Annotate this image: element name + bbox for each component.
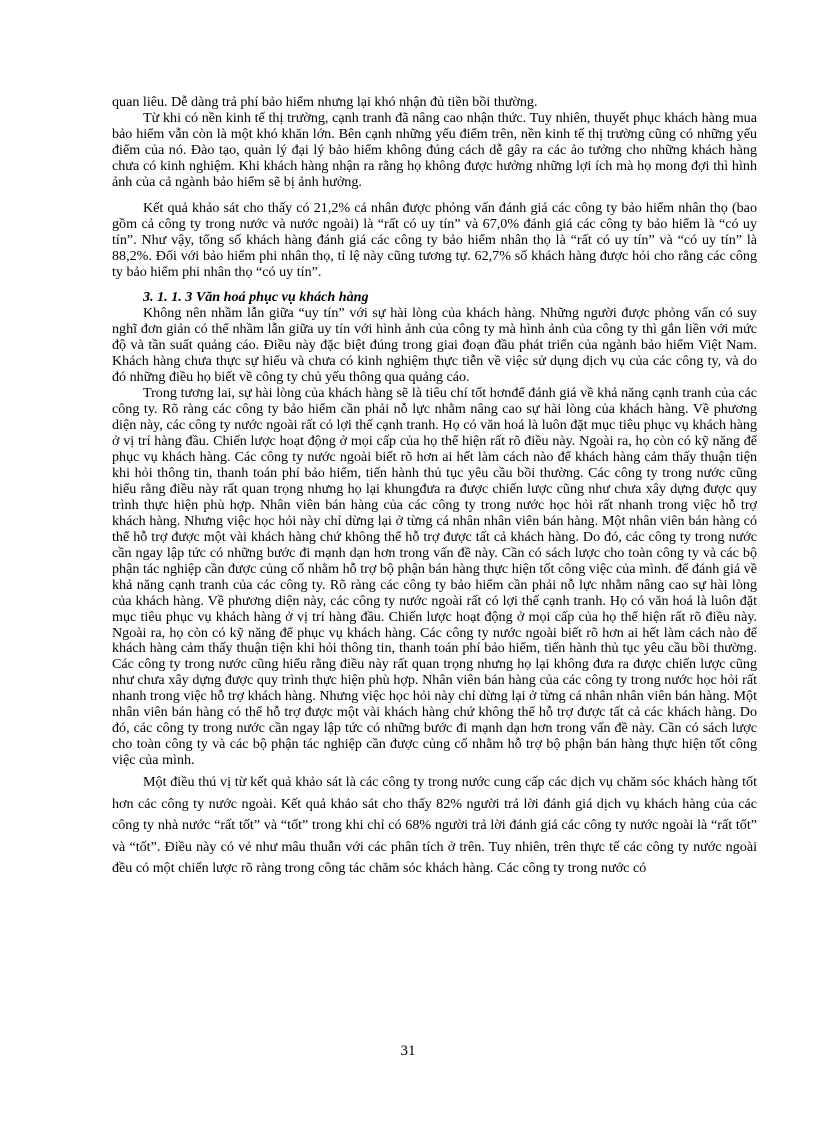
body-text	[112, 95, 757, 880]
paragraph-reputation-vs-satisfaction: Không nên nhầm lẫn giữa “uy tín” với sự hài lòng của khách hàng. Những người được phỏng vấn có suy nghĩ đơn giản có thể nhầm lẫn giữa uy tín với hình ảnh của công ty mà hình ảnh của công ty thì gắn liền với mức độ và tần suất quảng cáo. Điều này đặc biệt đúng trong giai đoạn đầu phát triển của ngành bảo hiểm Việt Nam. Khách hàng chưa thực sự hiểu và chưa có kinh nghiệm thực tiễn về việc sử dụng dịch vụ của các công ty, và do đó những điều họ biết về công ty chủ yếu thông qua quảng cáo.	[112, 305, 757, 386]
section-heading: 3. 1. 1. 3 Văn hoá phục vụ khách hàng	[143, 289, 369, 306]
paragraph-market-economy: Từ khi có nền kinh tế thị trường, cạnh tranh đã nâng cao nhận thức. Tuy nhiên, thuyết phục khách hàng mua bảo hiểm vẫn còn là một khó khăn lớn. Bên cạnh những yếu điểm trên, nền kinh tế thị trường cũng có những yếu điểm của nó. Đào tạo, quản lý đại lý bảo hiểm không đúng cách dễ gây ra các ảo tưởng cho những khách hàng chưa có kinh nghiệm. Khi khách hàng nhận ra rằng họ không được hưởng những lợi ích mà họ mong đợi thì hình ảnh của cả ngành bảo hiểm sẽ bị ảnh hưởng.	[112, 109, 757, 190]
paragraph-survey-reputation: Kết quả khảo sát cho thấy có 21,2% cá nhân được phỏng vấn đánh giá các công ty bảo hiểm nhân thọ (bao gồm cả công ty trong nước và nước ngoài) là “rất có uy tín” và 67,0% đánh giá các công ty bảo hiểm là “có uy tín”. Như vậy, tổng số khách hàng đánh giá các công ty bảo hiểm nhân thọ là “rất có uy tín” và “có uy tín” là 88,2%. Đối với bảo hiểm phi nhân thọ, tỉ lệ này cũng tương tự. 62,7% số khách hàng được hỏi cho rằng các công ty bảo hiểm phi nhân thọ “có uy tín”.	[112, 199, 757, 280]
paragraph-customer-care: Một điều thú vị từ kết quả khảo sát là các công ty trong nước cung cấp các dịch vụ chăm sóc khách hàng tốt hơn các công ty nước ngoài. Kết quả khảo sát cho thấy 82% người trả lời đánh giá dịch vụ khách hàng của các công ty nhà nước “rất tốt” và “tốt” trong khi chỉ có 68% người trả lời đánh giá các công ty nước ngoài là “rất tốt” và “tốt”. Điều này có vẻ như mâu thuẫn với các phân tích ở trên. Tuy nhiên, trên thực tế các công ty nước ngoài đều có một chiến lược rõ ràng trong công tác chăm sóc khách hàng. Các công ty trong nước có	[112, 774, 757, 877]
paragraph-future-competition: Trong tương lai, sự hài lòng của khách hàng sẽ là tiêu chí tốt hơnđể đánh giá về khả năng cạnh tranh của các công ty. Rõ ràng các công ty bảo hiểm cần phải nỗ lực nhằm nâng cao sự hài lòng của khách hàng. Về phương diện này, các công ty nước ngoài rất có lợi thế cạnh tranh. Họ có văn hoá là luôn đặt mục tiêu phục vụ khách hàng ở vị trí hàng đầu. Chiến lược hoạt động ở mọi cấp của họ thể hiện rất rõ điều này. Ngoài ra, họ còn có kỹ năng để phục vụ khách hàng. Các công ty nước ngoài biết rõ hơn ai hết làm cách nào để khách hàng cảm thấy thuận tiện khi hỏi thông tin, thanh toán phí bảo hiểm, tiến hành thủ tục yêu cầu bồi thường. Các công ty trong nước cũng hiểu rằng điều này rất quan trọng nhưng họ lại khungđưa ra được chiến lược cũng như chưa xây dựng được quy trình thực hiện phù hợp. Nhân viên bán hàng của các công ty trong nước học hỏi rất nhanh trong việc hỗ trợ khách hàng. Nhưng việc học hỏi này chỉ dừng lại ở từng cá nhân nhân viên bán hàng. Một nhân viên bán hàng có thể hỗ trợ được một vài khách hàng chứ không thể hỗ trợ được tất cả khách hàng. Do đó, các công ty trong nước cần ngay lập tức có những bước đi mạnh dạn hơn trong vấn đề này. Cần có sách lược cho toàn công ty và các bộ phận tác nghiệp cần được củng cố nhằm hỗ trợ bộ phận bán hàng thực hiện tốt công việc của mình. để đánh giá về khả năng cạnh tranh của các công ty. Rõ ràng các công ty bảo hiểm cần phải nỗ lực nhằm nâng cao sự hài lòng của khách hàng. Về phương diện này, các công ty nước ngoài rất có lợi thế cạnh tranh. Họ có văn hoá là luôn đặt mục tiêu phục vụ khách hàng ở vị trí hàng đầu. Chiến lược hoạt động ở mọi cấp của họ thể hiện rất rõ điều này. Ngoài ra, họ còn có kỹ năng để phục vụ khách hàng. Các công ty nước ngoài biết rõ hơn ai hết làm cách nào để khách hàng cảm thấy thuận tiện khi hỏi thông tin, thanh toán phí bảo hiểm, tiến hành thủ tục yêu cầu bồi thường. Các công ty trong nước cũng hiểu rằng điều này rất quan trọng nhưng họ lại không đưa ra được chiến lược cũng như chưa xây dựng được quy trình thực hiện phù hợp. Nhân viên bán hàng của các công ty trong nước học hỏi rất nhanh trong việc hỗ trợ khách hàng. Nhưng việc học hỏi này chỉ dừng lại ở từng cá nhân nhân viên bán hàng. Một nhân viên bán hàng có thể hỗ trợ được một vài khách hàng chứ không thể hỗ trợ được tất cả các khách hàng. Do đó, các công ty trong nước cần ngay lập tức có những bước đi mạnh dạn hơn trong vấn đề này. Cần có sách lược cho toàn công ty và các bộ phận tác nghiệp cần được củng cố nhằm hỗ trợ bộ phận bán hàng thực hiện tốt công việc của mình.	[112, 385, 757, 769]
paragraph-continuation: quan liêu. Dễ dàng trả phí bảo hiểm nhưng lại khó nhận đủ tiền bồi thường.	[112, 94, 538, 110]
page-number: 31	[400, 1043, 416, 1059]
